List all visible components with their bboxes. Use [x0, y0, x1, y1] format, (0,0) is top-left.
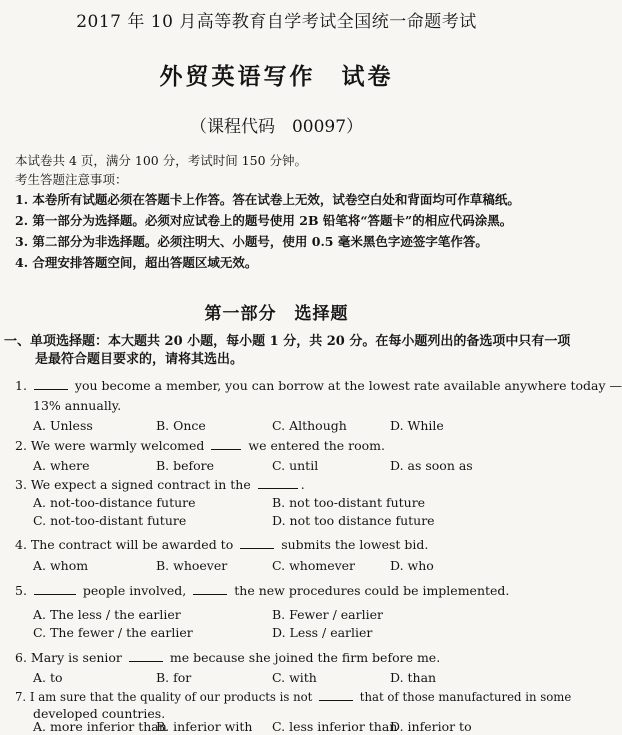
question-3-text-after: . — [300, 477, 305, 492]
question-5-option-b: B. Fewer / earlier — [272, 607, 383, 622]
course-code: （课程代码 00097） — [189, 117, 364, 137]
question-7-option-c: C. less inferior than — [272, 719, 398, 734]
question-5-stem — [15, 583, 509, 598]
question-4-stem — [15, 537, 428, 552]
question-6-option-d: D. than — [390, 670, 437, 685]
section-heading-line1: 一、单项选择题：本大题共 20 小题，每小题 1 分，共 20 分。在每小题列出的备选项中只有一项 — [4, 334, 571, 349]
answer-blank — [129, 651, 163, 662]
answer-blank — [319, 690, 353, 701]
question-2-text-before: 2. We were warmly welcomed — [15, 438, 205, 453]
question-2-option-c: C. until — [272, 458, 319, 473]
question-4-option-d: D. who — [390, 558, 434, 573]
question-1-option-c: C. Although — [272, 418, 347, 433]
answer-blank — [211, 439, 241, 450]
question-4-text-after: submits the lowest bid. — [281, 537, 429, 552]
paper-info: 本试卷共 4 页，满分 100 分，考试时间 150 分钟。 — [15, 153, 308, 168]
question-7-option-b: B. inferior with — [156, 719, 253, 734]
question-4-text-before: 4. The contract will be awarded to — [15, 537, 234, 552]
question-3-option-b: B. not too-distant future — [272, 495, 426, 510]
question-6-option-c: C. with — [272, 670, 317, 685]
section-heading-line2: 是最符合题目要求的，请将其选出。 — [35, 352, 244, 367]
answer-blank — [240, 538, 274, 549]
question-2-option-a: A. where — [33, 458, 90, 473]
answer-blank — [258, 478, 298, 489]
notice-heading: 考生答题注意事项： — [15, 172, 128, 187]
question-1-option-a: A. Unless — [33, 418, 93, 433]
question-7-continuation: developed countries. — [33, 706, 166, 721]
notice-item-2: 2. 第一部分为选择题。必须对应试卷上的题号使用 2B 铅笔将“答题卡”的相应代码涂黑。 — [15, 213, 513, 228]
question-6-text-after: me because she joined the firm before me. — [169, 650, 441, 665]
question-3-option-a: A. not-too-distance future — [33, 495, 196, 510]
question-4-option-a: A. whom — [33, 558, 89, 573]
question-5-number: 5. — [15, 583, 27, 598]
question-3-option-c: C. not-too-distant future — [33, 513, 187, 528]
question-7-option-a: A. more inferior than — [33, 719, 167, 734]
question-1-continuation: 13% annually. — [33, 398, 122, 413]
question-3-stem — [15, 477, 305, 492]
answer-blank — [193, 584, 227, 595]
question-6-option-b: B. for — [156, 670, 192, 685]
answer-blank — [34, 379, 68, 390]
answer-blank — [34, 584, 76, 595]
question-1-text: you become a member, you can borrow at the lowest rate available anywhere today — — [74, 378, 622, 393]
question-7-option-d: D. inferior to — [390, 719, 472, 734]
question-3-text-before: 3. We expect a signed contract in the — [15, 477, 251, 492]
question-2-text-after: we entered the room. — [248, 438, 385, 453]
exam-title: 2017 年 10 月高等教育自学考试全国统一命题考试 — [76, 12, 477, 32]
question-4-option-b: B. whoever — [156, 558, 228, 573]
notice-item-4: 4. 合理安排答题空间，超出答题区域无效。 — [15, 255, 258, 270]
question-6-stem — [15, 650, 440, 665]
question-1-option-d: D. While — [390, 418, 444, 433]
question-6-text-before: 6. Mary is senior — [15, 650, 122, 665]
question-1-number: 1. — [15, 378, 27, 393]
part-title: 第一部分 选择题 — [204, 304, 349, 324]
question-1-stem — [15, 378, 622, 393]
question-2-option-b: B. before — [156, 458, 215, 473]
question-5-option-c: C. The fewer / the earlier — [33, 625, 193, 640]
question-5-option-d: D. Less / earlier — [272, 625, 373, 640]
question-2-option-d: D. as soon as — [390, 458, 473, 473]
question-1-option-b: B. Once — [156, 418, 206, 433]
notice-item-3: 3. 第二部分为非选择题。必须注明大、小题号，使用 0.5 毫米黑色字迹签字笔作答。 — [15, 234, 488, 249]
question-5-text-after: the new procedures could be implemented. — [234, 583, 510, 598]
question-4-option-c: C. whomever — [272, 558, 356, 573]
paper-title: 外贸英语写作 试卷 — [159, 63, 394, 90]
question-3-option-d: D. not too distance future — [272, 513, 435, 528]
question-7-stem — [15, 690, 571, 704]
question-7-text-before: 7. I am sure that the quality of our products is not — [15, 690, 313, 704]
question-5-option-a: A. The less / the earlier — [33, 607, 181, 622]
notice-item-1: 1. 本卷所有试题必须在答题卡上作答。答在试卷上无效，试卷空白处和背面均可作草稿纸。 — [15, 192, 520, 207]
question-7-text-after: that of those manufactured in some — [359, 690, 572, 704]
question-6-option-a: A. to — [33, 670, 63, 685]
question-5-text-mid: people involved, — [82, 583, 187, 598]
question-2-stem — [15, 438, 385, 453]
